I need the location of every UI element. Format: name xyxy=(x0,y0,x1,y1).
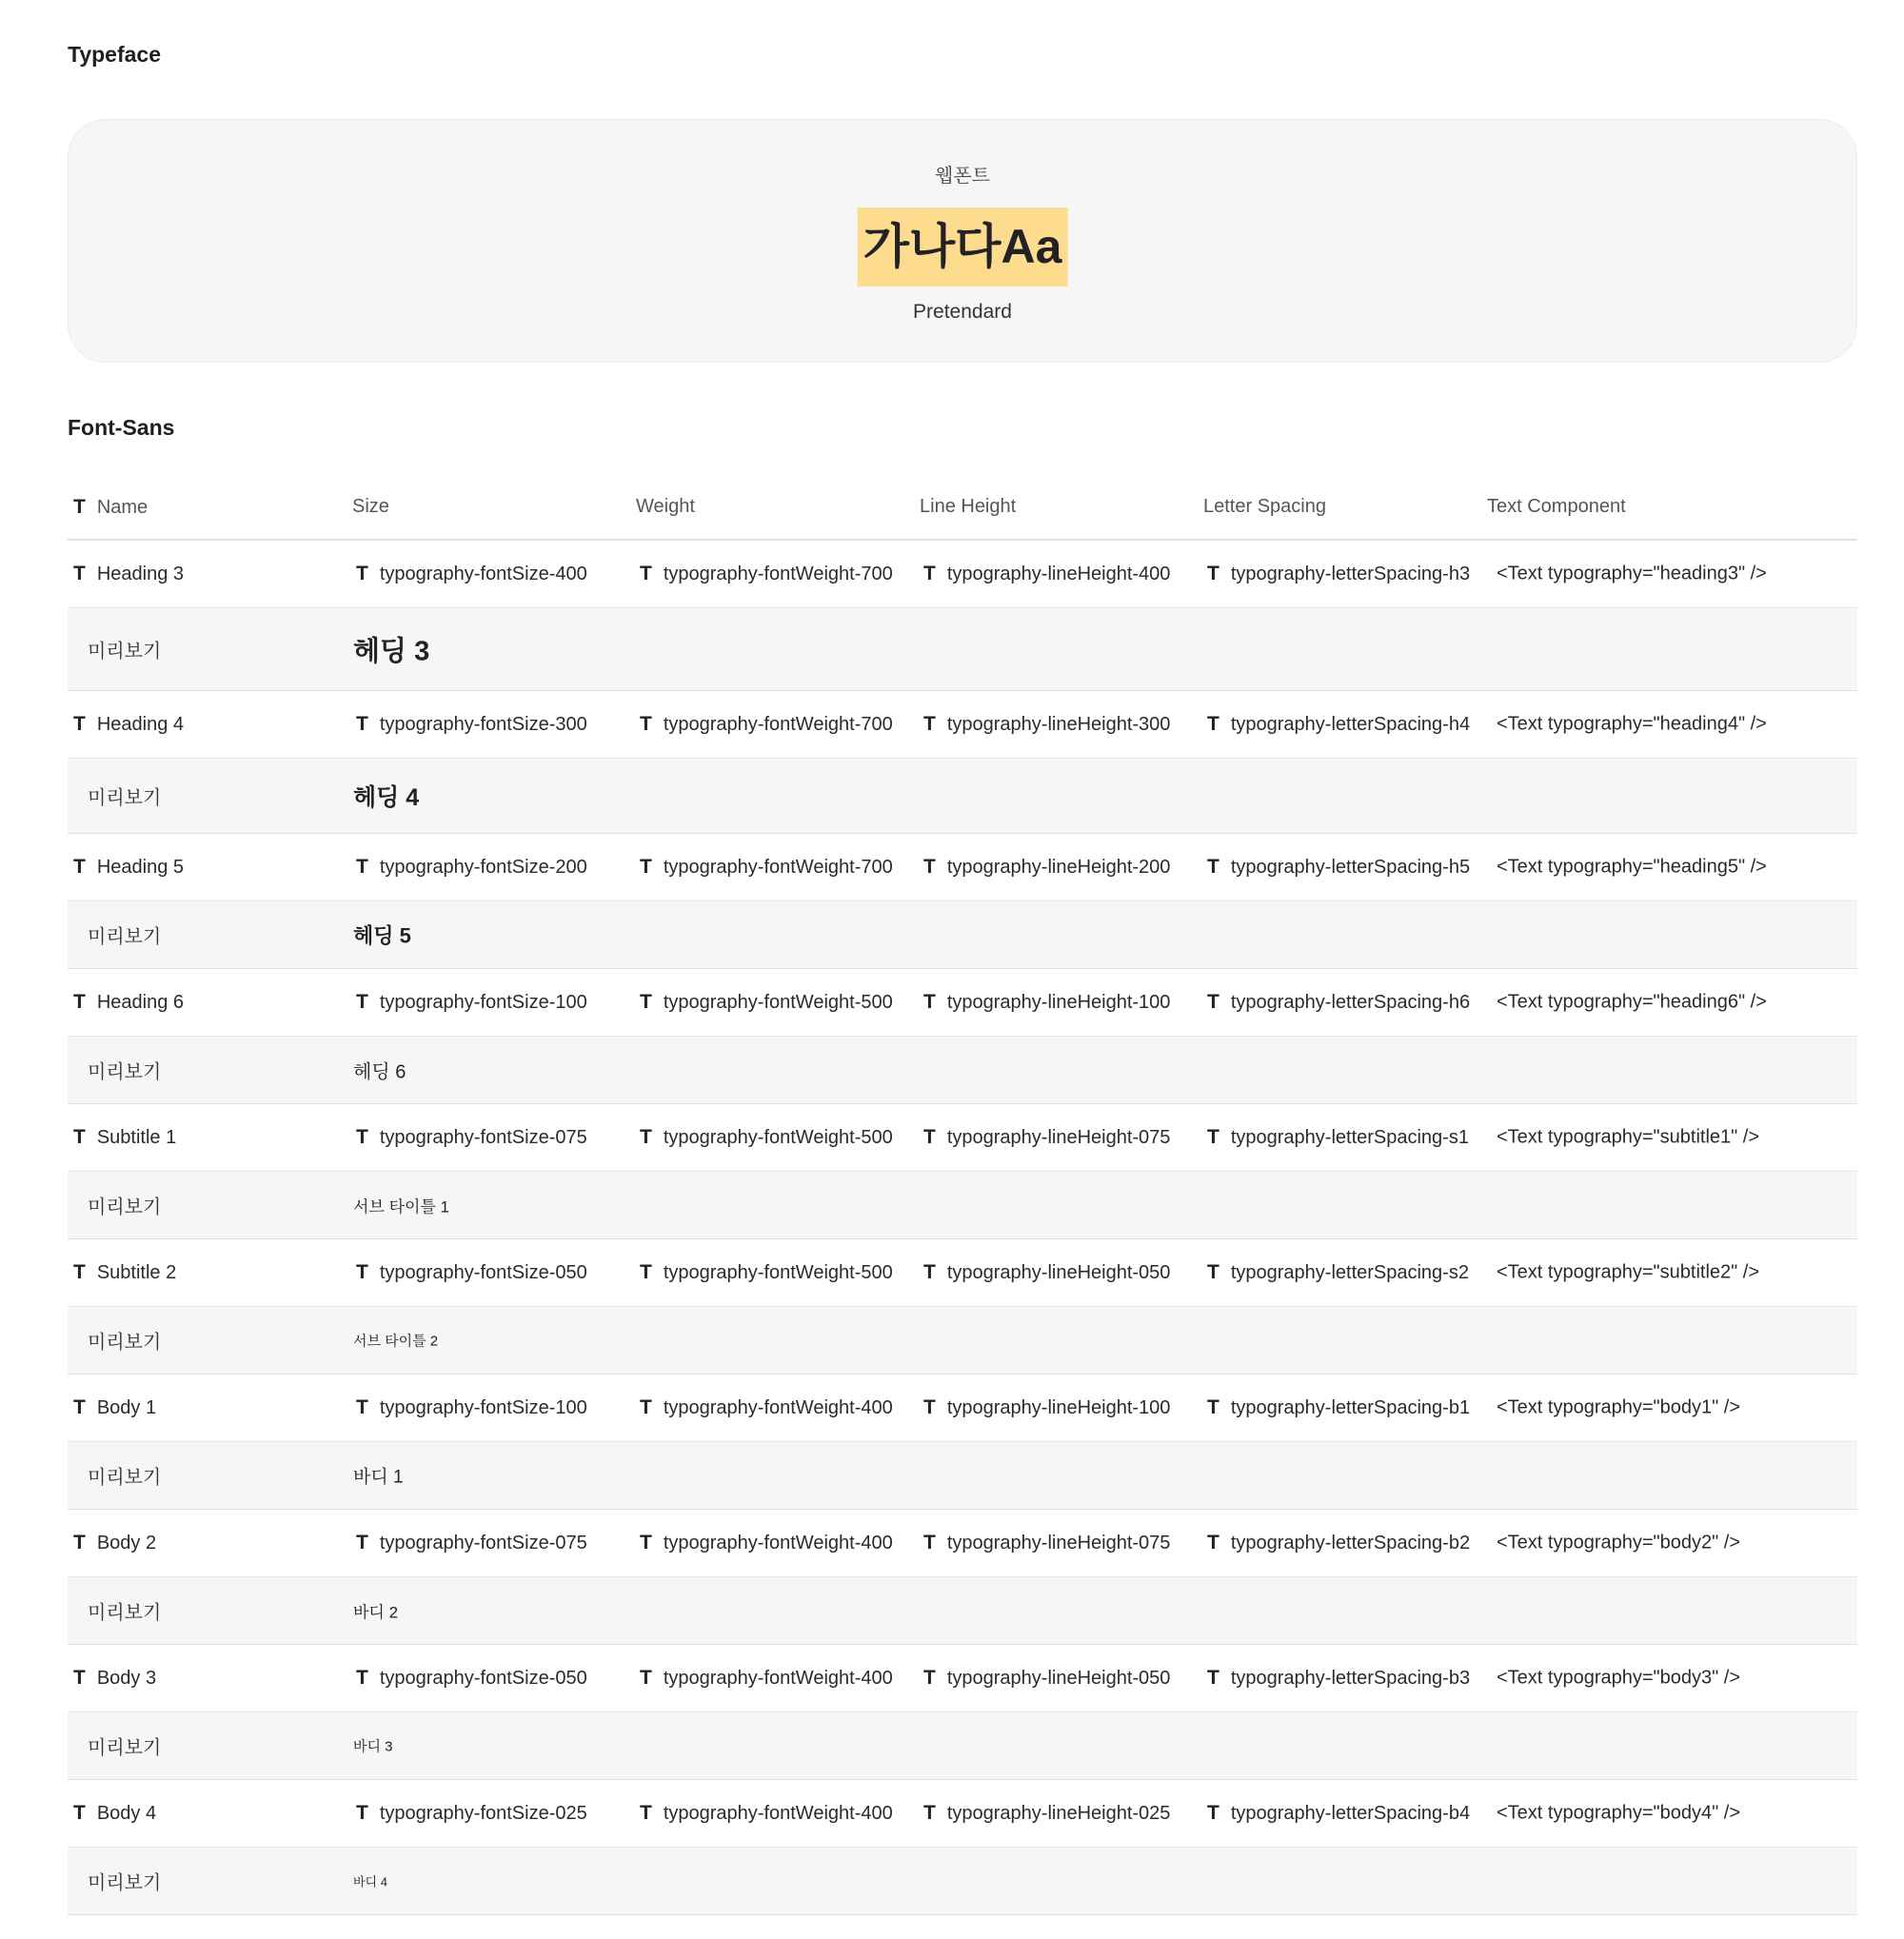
cell-value: typography-lineHeight-025 xyxy=(946,1802,1171,1824)
cell-value: Body 4 xyxy=(96,1802,157,1824)
cell-value: typography-lineHeight-100 xyxy=(946,1396,1171,1418)
cell-value: Heading 6 xyxy=(96,991,185,1013)
text-type-icon: T xyxy=(923,856,936,878)
cell-value: typography-fontSize-100 xyxy=(379,1396,587,1418)
cell-line-height xyxy=(923,991,1170,1014)
text-type-icon: T xyxy=(356,856,368,878)
cell-size xyxy=(356,856,587,879)
preview-text: 바디 4 xyxy=(353,1874,387,1890)
cell-component xyxy=(1497,1262,1759,1284)
header-line-height: Line Height xyxy=(920,496,1017,517)
preview-row xyxy=(68,608,1857,691)
preview-row xyxy=(68,1037,1857,1104)
cell-size xyxy=(356,991,587,1014)
text-type-icon: T xyxy=(356,1532,368,1553)
table-row xyxy=(68,1375,1857,1442)
text-type-icon: T xyxy=(923,991,936,1013)
text-type-icon: T xyxy=(73,1667,86,1689)
preview-label: 미리보기 xyxy=(88,1872,162,1894)
cell-weight xyxy=(640,856,893,879)
text-type-icon: T xyxy=(640,1802,652,1824)
preview-text: 서브 타이틀 2 xyxy=(353,1333,439,1350)
cell-value: typography-fontWeight-400 xyxy=(663,1802,893,1824)
font-sans-table xyxy=(68,469,1857,1915)
text-type-icon: T xyxy=(73,1802,86,1824)
cell-line-height xyxy=(923,1261,1170,1284)
text-type-icon: T xyxy=(73,1532,86,1553)
text-type-icon: T xyxy=(356,563,368,584)
cell-value: typography-letterSpacing-b4 xyxy=(1230,1802,1471,1824)
preview-text: 헤딩 5 xyxy=(353,923,411,948)
cell-value: Body 2 xyxy=(96,1532,157,1553)
cell-value: typography-lineHeight-200 xyxy=(946,856,1171,878)
cell-value: typography-fontSize-200 xyxy=(379,856,587,878)
cell-name xyxy=(73,713,184,736)
preview-row xyxy=(68,1172,1857,1239)
text-type-icon: T xyxy=(1207,1802,1220,1824)
table-row xyxy=(68,1104,1857,1172)
text-type-icon: T xyxy=(923,713,936,735)
text-type-icon: T xyxy=(1207,1261,1220,1283)
cell-name xyxy=(73,1261,176,1284)
cell-value: typography-fontSize-100 xyxy=(379,991,587,1013)
typeface-font-name: Pretendard xyxy=(913,301,1012,323)
cell-value: <Text typography="subtitle2" /> xyxy=(1497,1261,1760,1283)
header-text-component: Text Component xyxy=(1487,496,1626,517)
text-type-icon: T xyxy=(356,1261,368,1283)
preview-row xyxy=(68,1577,1857,1645)
cell-letter-spacing xyxy=(1207,563,1470,585)
text-type-icon: T xyxy=(356,991,368,1013)
cell-value: typography-fontWeight-400 xyxy=(663,1396,893,1418)
cell-value: typography-fontSize-400 xyxy=(379,563,587,584)
cell-weight xyxy=(640,713,893,736)
cell-name xyxy=(73,856,184,879)
cell-value: typography-fontWeight-500 xyxy=(663,1261,893,1283)
cell-line-height xyxy=(923,1126,1170,1149)
text-type-icon: T xyxy=(923,1126,936,1148)
cell-line-height xyxy=(923,1802,1170,1825)
preview-row xyxy=(68,1307,1857,1375)
typeface-card xyxy=(68,119,1857,363)
cell-line-height xyxy=(923,856,1170,879)
cell-value: typography-letterSpacing-h5 xyxy=(1230,856,1471,878)
cell-weight xyxy=(640,1667,893,1690)
cell-size xyxy=(356,1802,587,1825)
preview-row xyxy=(68,759,1857,834)
header-weight: Weight xyxy=(636,496,695,517)
text-type-icon: T xyxy=(923,563,936,584)
cell-letter-spacing xyxy=(1207,1802,1470,1825)
text-type-icon: T xyxy=(1207,563,1220,584)
text-type-icon: T xyxy=(640,713,652,735)
table-row xyxy=(68,541,1857,608)
cell-value: Subtitle 2 xyxy=(96,1261,177,1283)
cell-size xyxy=(356,1667,587,1690)
cell-value: typography-lineHeight-050 xyxy=(946,1261,1171,1283)
cell-name xyxy=(73,1126,176,1149)
text-type-icon: T xyxy=(640,1126,652,1148)
cell-line-height xyxy=(923,713,1170,736)
cell-weight xyxy=(640,1802,893,1825)
cell-value: <Text typography="subtitle1" /> xyxy=(1497,1126,1760,1148)
text-type-icon: T xyxy=(640,1532,652,1553)
cell-size xyxy=(356,1396,587,1419)
preview-label: 미리보기 xyxy=(88,1061,162,1083)
preview-text: 바디 1 xyxy=(353,1467,404,1488)
table-header xyxy=(68,469,1857,541)
text-type-icon: T xyxy=(1207,856,1220,878)
cell-component xyxy=(1497,1127,1759,1149)
cell-value: <Text typography="heading3" /> xyxy=(1497,563,1767,584)
cell-weight xyxy=(640,1532,893,1554)
text-type-icon: T xyxy=(923,1532,936,1553)
cell-value: <Text typography="body1" /> xyxy=(1497,1396,1741,1418)
cell-value: typography-fontWeight-400 xyxy=(663,1667,893,1689)
text-type-icon: T xyxy=(73,1126,86,1148)
preview-label: 미리보기 xyxy=(88,1467,162,1489)
text-type-icon: T xyxy=(640,1667,652,1689)
font-sans-section-title: Font-Sans xyxy=(68,415,175,440)
cell-weight xyxy=(640,1261,893,1284)
preview-label: 미리보기 xyxy=(88,1737,162,1759)
text-type-icon: T xyxy=(640,991,652,1013)
header-size: Size xyxy=(352,496,389,517)
text-type-icon: T xyxy=(640,563,652,584)
cell-value: typography-fontWeight-700 xyxy=(663,563,893,584)
header-name xyxy=(73,496,148,519)
preview-row xyxy=(68,1712,1857,1780)
cell-weight xyxy=(640,1396,893,1419)
cell-value: typography-fontWeight-700 xyxy=(663,713,893,735)
cell-value: typography-letterSpacing-s1 xyxy=(1230,1126,1469,1148)
cell-size xyxy=(356,713,587,736)
table-row xyxy=(68,1510,1857,1577)
cell-value: Heading 3 xyxy=(96,563,185,584)
preview-text: 바디 2 xyxy=(353,1603,399,1622)
text-type-icon: T xyxy=(73,991,86,1013)
table-row xyxy=(68,1239,1857,1307)
cell-value: typography-letterSpacing-b3 xyxy=(1230,1667,1471,1689)
typeface-sample: 가나다Aa xyxy=(858,208,1068,287)
preview-label: 미리보기 xyxy=(88,1197,162,1218)
cell-component xyxy=(1497,1803,1740,1825)
preview-text: 헤딩 4 xyxy=(353,784,420,811)
text-type-icon: T xyxy=(1207,991,1220,1013)
cell-name xyxy=(73,1532,156,1554)
table-row xyxy=(68,1645,1857,1712)
preview-row xyxy=(68,1848,1857,1915)
preview-label: 미리보기 xyxy=(88,1332,162,1354)
cell-component xyxy=(1497,857,1767,879)
cell-letter-spacing xyxy=(1207,1667,1470,1690)
cell-value: <Text typography="heading6" /> xyxy=(1497,991,1767,1013)
cell-value: typography-letterSpacing-h4 xyxy=(1230,713,1471,735)
typeface-section-title: Typeface xyxy=(68,42,162,67)
text-type-icon: T xyxy=(73,856,86,878)
cell-value: <Text typography="heading5" /> xyxy=(1497,856,1767,878)
text-type-icon: T xyxy=(1207,1532,1220,1553)
text-type-icon: T xyxy=(1207,713,1220,735)
cell-name xyxy=(73,1396,156,1419)
preview-label: 미리보기 xyxy=(88,1602,162,1624)
cell-letter-spacing xyxy=(1207,1532,1470,1554)
cell-letter-spacing xyxy=(1207,1261,1469,1284)
text-type-icon: T xyxy=(640,1396,652,1418)
cell-component xyxy=(1497,1397,1740,1419)
cell-component xyxy=(1497,992,1767,1014)
cell-value: <Text typography="body3" /> xyxy=(1497,1667,1741,1689)
cell-value: typography-lineHeight-100 xyxy=(946,991,1171,1013)
cell-size xyxy=(356,1126,587,1149)
cell-component xyxy=(1497,1533,1740,1554)
table-row xyxy=(68,969,1857,1037)
cell-value: typography-letterSpacing-b2 xyxy=(1230,1532,1471,1553)
cell-value: typography-lineHeight-075 xyxy=(946,1532,1171,1553)
cell-value: typography-letterSpacing-h6 xyxy=(1230,991,1471,1013)
cell-line-height xyxy=(923,1532,1170,1554)
text-type-icon: T xyxy=(923,1802,936,1824)
cell-name xyxy=(73,563,184,585)
cell-value: typography-fontSize-025 xyxy=(379,1802,587,1824)
preview-row xyxy=(68,901,1857,969)
text-type-icon: T xyxy=(73,496,86,518)
text-type-icon: T xyxy=(73,713,86,735)
text-type-icon: T xyxy=(356,1802,368,1824)
cell-value: Subtitle 1 xyxy=(96,1126,177,1148)
cell-value: Body 3 xyxy=(96,1667,157,1689)
text-type-icon: T xyxy=(356,1396,368,1418)
text-type-icon: T xyxy=(356,1126,368,1148)
text-type-icon: T xyxy=(73,1261,86,1283)
cell-weight xyxy=(640,991,893,1014)
preview-text: 헤딩 3 xyxy=(353,636,430,667)
cell-letter-spacing xyxy=(1207,856,1470,879)
cell-size xyxy=(356,1261,587,1284)
cell-value: typography-fontSize-050 xyxy=(379,1261,587,1283)
cell-value: <Text typography="heading4" /> xyxy=(1497,713,1767,735)
text-type-icon: T xyxy=(73,563,86,584)
cell-value: <Text typography="body2" /> xyxy=(1497,1532,1741,1553)
text-type-icon: T xyxy=(640,1261,652,1283)
table-row xyxy=(68,691,1857,759)
preview-text: 서브 타이틀 1 xyxy=(353,1197,450,1217)
cell-weight xyxy=(640,563,893,585)
cell-value: typography-fontSize-300 xyxy=(379,713,587,735)
table-row xyxy=(68,1780,1857,1848)
cell-letter-spacing xyxy=(1207,1396,1470,1419)
cell-line-height xyxy=(923,1667,1170,1690)
cell-value: typography-lineHeight-075 xyxy=(946,1126,1171,1148)
cell-value: Body 1 xyxy=(96,1396,157,1418)
cell-value: typography-lineHeight-400 xyxy=(946,563,1171,584)
cell-value: typography-fontWeight-500 xyxy=(663,991,893,1013)
cell-value: typography-lineHeight-300 xyxy=(946,713,1171,735)
text-type-icon: T xyxy=(1207,1126,1220,1148)
preview-text: 바디 3 xyxy=(353,1738,393,1755)
cell-name xyxy=(73,991,184,1014)
cell-value: typography-fontSize-075 xyxy=(379,1126,587,1148)
cell-value: Heading 5 xyxy=(96,856,185,878)
cell-value: typography-fontWeight-400 xyxy=(663,1532,893,1553)
text-type-icon: T xyxy=(923,1261,936,1283)
cell-value: typography-fontWeight-500 xyxy=(663,1126,893,1148)
header-name-label: Name xyxy=(96,497,149,518)
preview-row xyxy=(68,1442,1857,1510)
cell-letter-spacing xyxy=(1207,1126,1469,1149)
cell-line-height xyxy=(923,563,1170,585)
preview-label: 미리보기 xyxy=(88,641,162,663)
cell-weight xyxy=(640,1126,893,1149)
table-body xyxy=(68,541,1857,1915)
cell-value: typography-lineHeight-050 xyxy=(946,1667,1171,1689)
text-type-icon: T xyxy=(640,856,652,878)
cell-component xyxy=(1497,564,1767,585)
cell-value: typography-fontSize-050 xyxy=(379,1667,587,1689)
cell-value: typography-letterSpacing-s2 xyxy=(1230,1261,1469,1283)
cell-value: typography-fontWeight-700 xyxy=(663,856,893,878)
cell-value: <Text typography="body4" /> xyxy=(1497,1802,1741,1824)
cell-value: Heading 4 xyxy=(96,713,185,735)
cell-line-height xyxy=(923,1396,1170,1419)
cell-component xyxy=(1497,714,1767,736)
cell-name xyxy=(73,1667,156,1690)
preview-text: 헤딩 6 xyxy=(353,1061,407,1083)
cell-size xyxy=(356,563,587,585)
cell-value: typography-letterSpacing-h3 xyxy=(1230,563,1471,584)
text-type-icon: T xyxy=(73,1396,86,1418)
preview-label: 미리보기 xyxy=(88,926,162,948)
cell-size xyxy=(356,1532,587,1554)
text-type-icon: T xyxy=(923,1396,936,1418)
cell-letter-spacing xyxy=(1207,991,1470,1014)
preview-label: 미리보기 xyxy=(88,787,162,809)
text-type-icon: T xyxy=(1207,1667,1220,1689)
cell-value: typography-letterSpacing-b1 xyxy=(1230,1396,1471,1418)
cell-letter-spacing xyxy=(1207,713,1470,736)
cell-name xyxy=(73,1802,156,1825)
table-row xyxy=(68,834,1857,901)
text-type-icon: T xyxy=(356,1667,368,1689)
text-type-icon: T xyxy=(1207,1396,1220,1418)
text-type-icon: T xyxy=(923,1667,936,1689)
typeface-label: 웹폰트 xyxy=(935,166,990,187)
cell-value: typography-fontSize-075 xyxy=(379,1532,587,1553)
header-letter-spacing: Letter Spacing xyxy=(1203,496,1326,517)
text-type-icon: T xyxy=(356,713,368,735)
cell-component xyxy=(1497,1668,1740,1690)
